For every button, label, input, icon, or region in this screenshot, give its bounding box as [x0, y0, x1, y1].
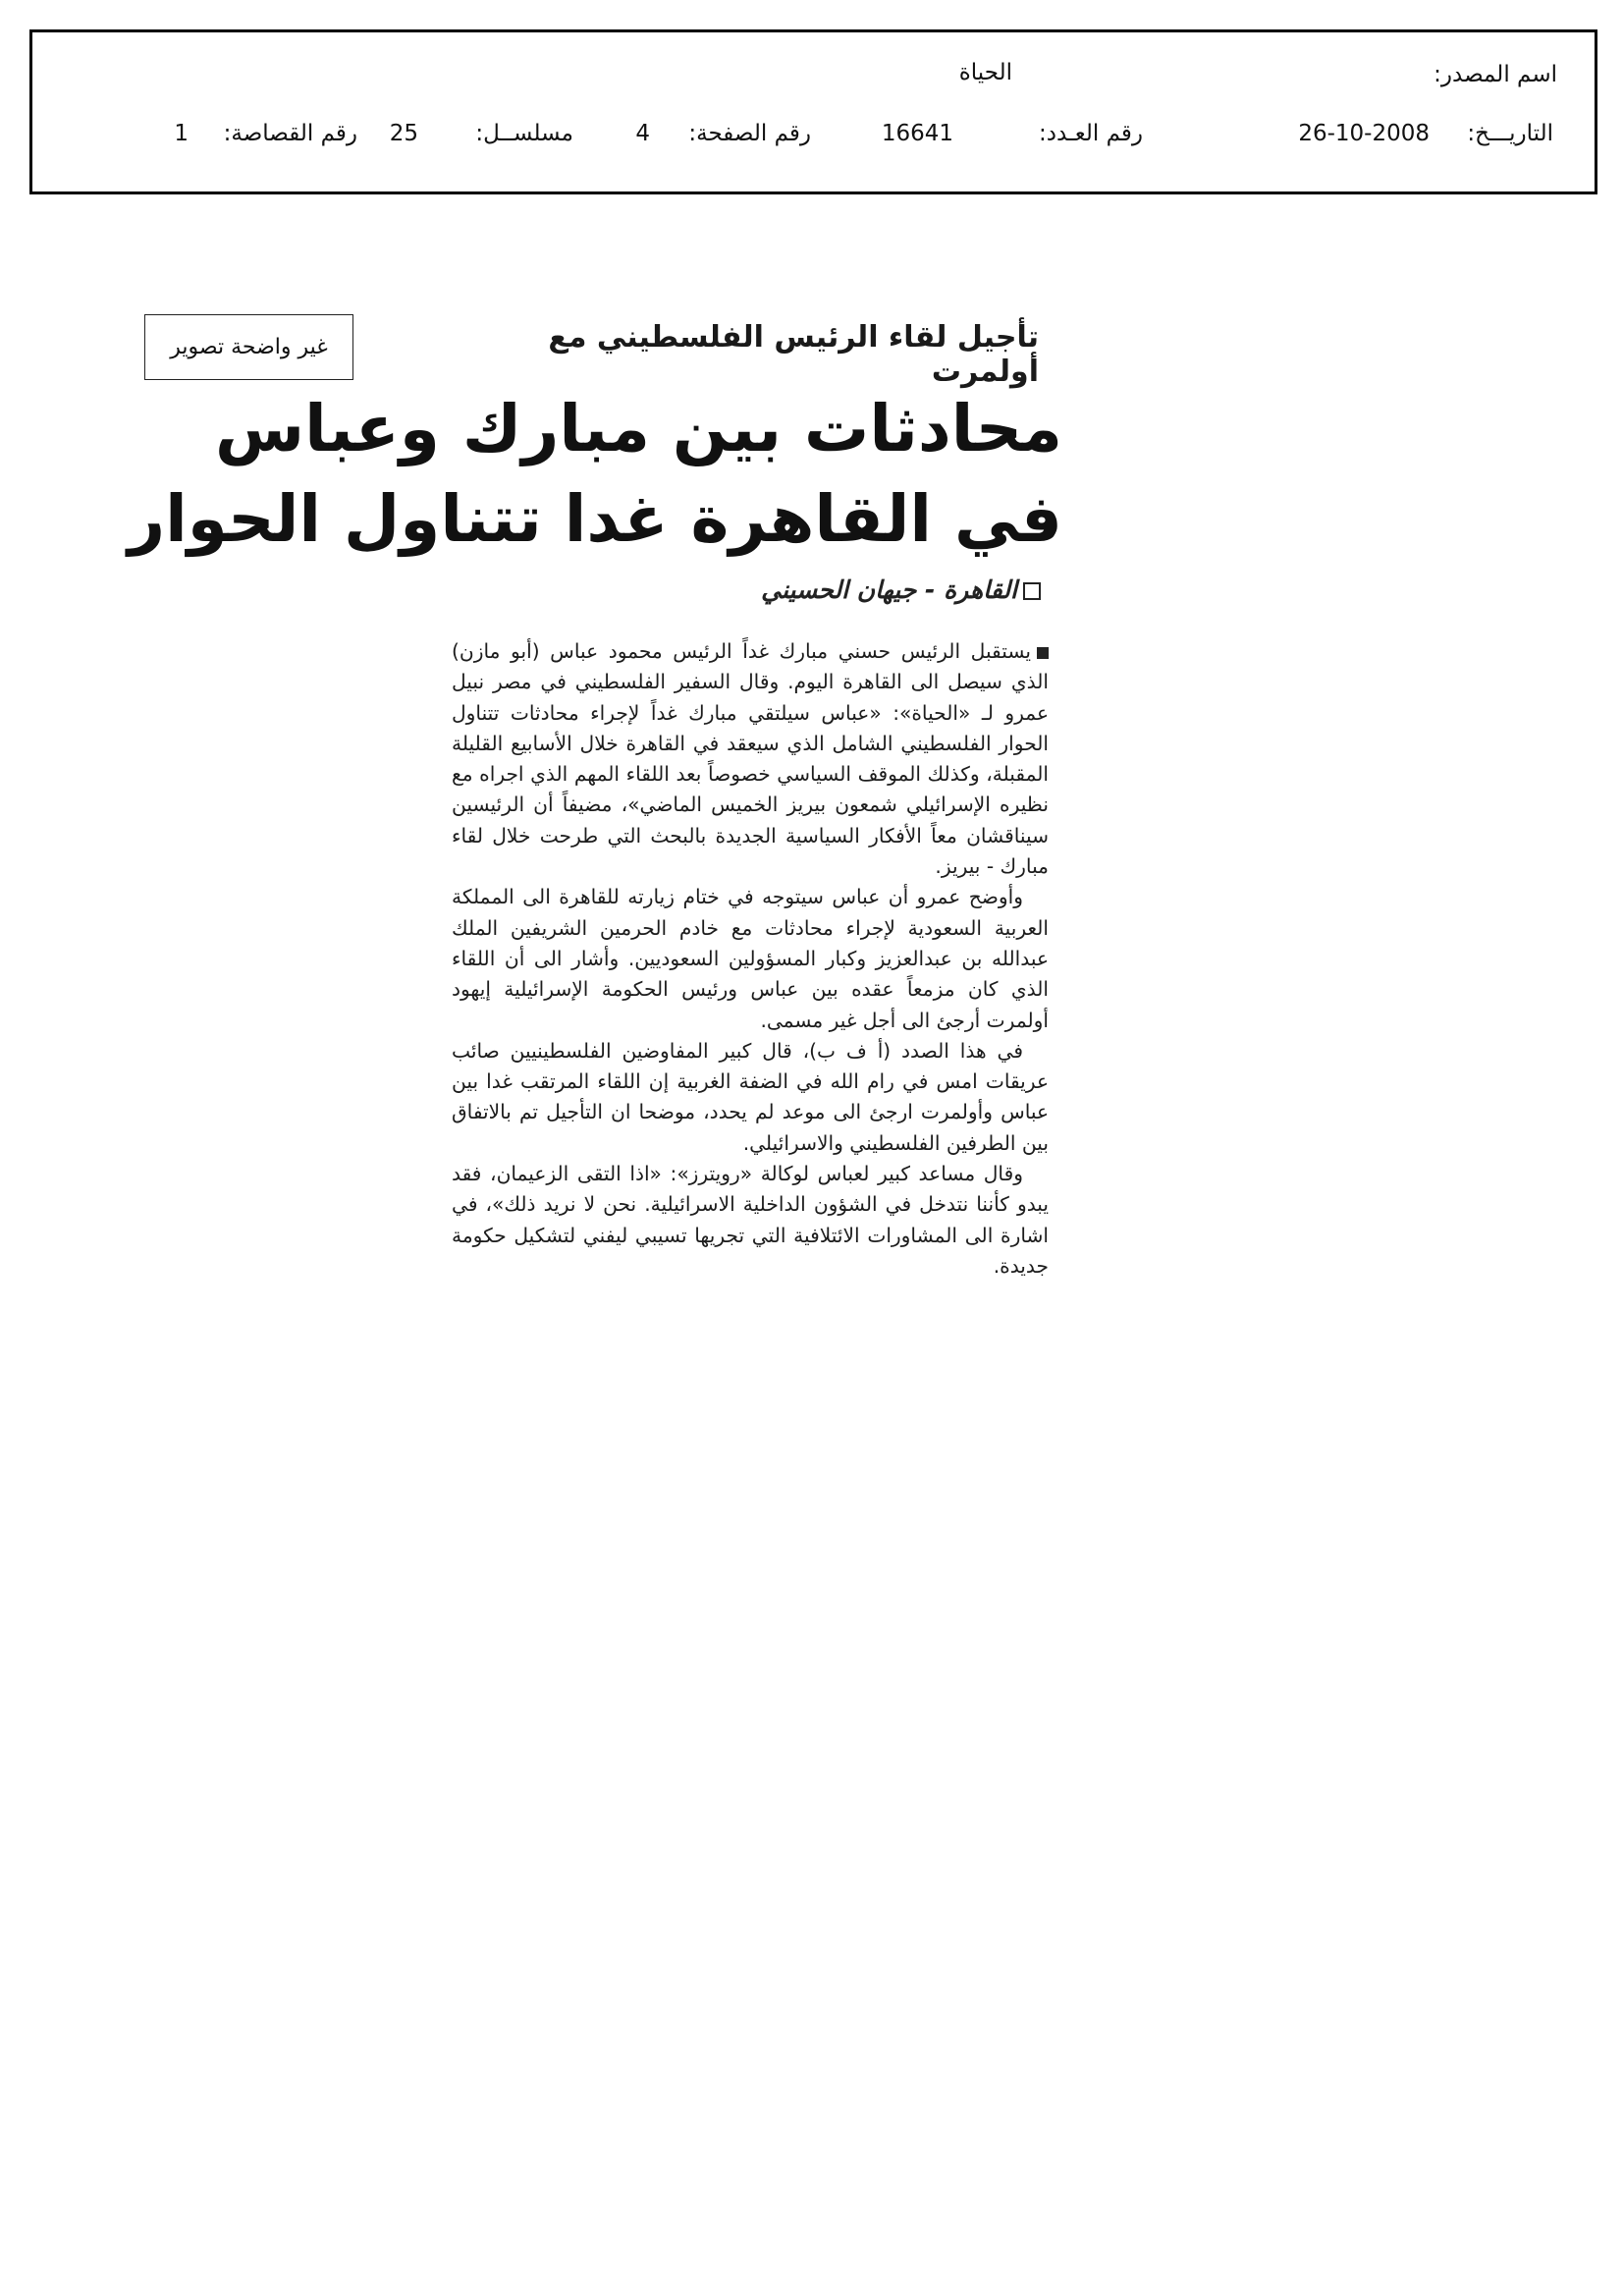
source-value: الحياة: [958, 60, 1012, 85]
clip-number-label: رقم القصاصة:: [223, 121, 357, 146]
headline-line-2: في القاهرة غدا تتناول الحوار: [128, 481, 1062, 557]
serial-value: 25: [389, 121, 418, 146]
unclear-scan-note: غير واضحة تصوير: [144, 314, 353, 380]
article-kicker: تأجيل لقاء الرئيس الفلسطيني مع أولمرت: [548, 320, 1039, 389]
article-paragraph: وقال مساعد كبير لعباس لوكالة «رويترز»: «اذا التقى الزعيمان، فقد يبدو كأننا نتدخل في الشؤون الداخلية الاسرائيلية. نحن لا نريد ذلك»، في اشارة الى المشاورات الائتلافية التي تجريها تسيبي ليفني لتشكيل حكومة جديدة.: [452, 1162, 1049, 1278]
issue-value: 16641: [881, 121, 953, 146]
square-bullet-icon: [1037, 647, 1049, 659]
article-body: [452, 636, 1049, 1282]
paragraph-text: يستقبل الرئيس حسني مبارك غداً الرئيس محمود عباس (أبو مازن) الذي سيصل الى القاهرة اليوم. وقال السفير الفلسطيني في مصر نبيل عمرو لـ «الحياة»: «عباس سيلتقي مبارك غداً لإجراء محادثات تتناول الحوار الفلسطيني الشامل الذي سيعقد في القاهرة خلال الأسابيع القليلة المقبلة، وكذلك الموقف السياسي خصوصاً بعد اللقاء المهم الذي اجراه مع نظيره الإسرائيلي شمعون بيريز الخميس الماضي»، مضيفاً أن الرئيسين سيناقشان معاً الأفكار السياسية الجديدة بالبحث التي طرحت خلال لقاء مبارك - بيريز.: [452, 639, 1049, 879]
date-label: التاريـــخ:: [1467, 121, 1553, 146]
article-paragraph: في هذا الصدد (أ ف ب)، قال كبير المفاوضين الفلسطينيين صائب عريقات امس في رام الله في الضفة الغربية إن اللقاء المرتقب غدا بين عباس وأولمرت ارجئ الى موعد لم يحدد، موضحا ان التأجيل تم بالاتفاق بين الطرفين الفلسطيني والاسرائيلي.: [452, 1038, 1049, 1155]
byline: [761, 575, 1041, 604]
byline-text: القاهرة - جيهان الحسيني: [761, 575, 1017, 604]
page-label: رقم الصفحة:: [688, 121, 811, 146]
source-info-box: [29, 29, 1597, 194]
page-value: 4: [635, 121, 650, 146]
article-paragraph: وأوضح عمرو أن عباس سيتوجه في ختام زيارته للقاهرة الى المملكة العربية السعودية لإجراء محادثات مع خادم الحرمين الشريفين الملك عبدالله بن عبدالعزيز وكبار المسؤولين السعوديين. وأشار الى أن اللقاء الذي كان مزمعاً عقده بين عباس ورئيس الحكومة الإسرائيلية إيهود أولمرت أرجئ الى أجل غير مسمى.: [452, 885, 1049, 1032]
serial-label: مسلســل:: [475, 121, 573, 146]
issue-label: رقم العـدد:: [1038, 121, 1143, 146]
clip-number-value: 1: [174, 121, 189, 146]
byline-box-icon: [1023, 582, 1041, 600]
source-label: اسم المصدر:: [1434, 62, 1557, 87]
date-value: 26-10-2008: [1298, 121, 1430, 146]
article-paragraph: [452, 636, 1049, 882]
headline-line-1: محادثات بين مبارك وعباس: [215, 391, 1062, 466]
